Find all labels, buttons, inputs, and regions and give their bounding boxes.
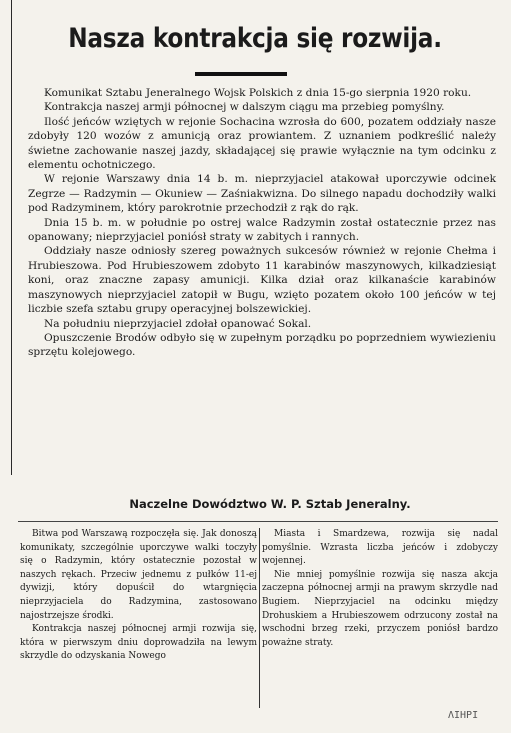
column-paragraph: Miasta i Smardzewa, rozwija się nadal pomyślnie. Wzrasta liczba jeńców i zdobyczy wojennej.: [262, 529, 498, 567]
column-divider: [259, 528, 260, 708]
report-paragraph: Dnia 15 b. m. w południe po ostrej walce Radzymin został ostatecznie przez nas opanowany; nieprzyjaciel poniósł straty w zabitych i rannych.: [28, 216, 496, 244]
section-divider: [18, 521, 498, 522]
headline-rule: [195, 72, 287, 76]
column-paragraph: Nie mniej pomyślnie rozwija się nasza akcja zaczepna północnej armji na prawym skrzydle nad Bugiem. Nieprzyjaciel na odcinku między Drohuskiem a Hrubieszowem odrzucony został na wschodni brzeg rzeki, przyczem poniósł bardzo poważne straty.: [262, 569, 498, 648]
report-paragraph: Opuszczenie Brodów odbyło się w zupełnym porządku po poprzedniem wywiezieniu sprzętu kolejowego.: [28, 331, 496, 359]
report-paragraph: Kontrakcja naszej armji północnej w dalszym ciągu ma przebieg pomyślny.: [44, 101, 445, 114]
signature: Naczelne Dowództwo W. P. Sztab Jeneralny.: [129, 497, 411, 511]
report-paragraph: Komunikat Sztabu Jeneralnego Wojsk Polskich z dnia 15-go sierpnia 1920 roku.: [44, 87, 472, 99]
report-body: [28, 86, 496, 360]
headline: Nasza kontrakcja się rozwija.: [68, 23, 442, 54]
corner-mark: ΛΙΗΡΙ: [448, 710, 479, 721]
report-paragraph: Na południu nieprzyjaciel zdołał opanować Sokal.: [44, 317, 312, 330]
report-paragraph: Ilość jeńców wziętych w rejonie Sochacina wzrosła do 600, pozatem oddziały nasze zdobyły 120 wozów z amunicją oraz prowiantem. Z uznaniem podkreślić należy świetne zachowanie naszej jazdy, składającej się prawie wyłącznie na tym odcinku z elementu ochotniczego.: [28, 115, 496, 172]
column-paragraph: Bitwa pod Warszawą rozpoczęła się. Jak donoszą komunikaty, szczególnie uporczywe walki toczyły się o Radzymin, który ostatecznie pozostał w naszych rękach. Przeciw jednemu z pułków 11-ej dywizji, który dopuścił do wtargnięcia nieprzyjaciela do Radzymina, zastosowano najostrzejsze środki.: [20, 529, 257, 621]
report-paragraph: W rejonie Warszawy dnia 14 b. m. nieprzyjaciel atakował uporczywie odcinek Zegrze — Radzymin — Okuniew — Zaśniakwizna. Do silnego napadu dochodziły walki pod Radzyminem, który parokrotnie przechodził z rąk do rąk.: [28, 173, 496, 215]
left-margin-rule: [11, 0, 12, 475]
left-column: [20, 528, 257, 664]
report-paragraph: Oddziały nasze odniosły szereg poważnych sukcesów również w rejonie Chełma i Hrubieszowa. Pod Hrubieszowem zdobyto 11 karabinów maszynowych, kilkadziesiąt koni, oraz znaczne zapasy amunicji. Kilka dział oraz kilkanaście karabinów maszynowych nieprzyjaciel zatopił w Bugu, wzięto pozatem około 100 jeńców w tej liczbie szefa sztabu grupy operacyjnej bolszewickiej.: [28, 245, 496, 316]
column-paragraph: Kontrakcja naszej północnej armji rozwija się, która w pierwszym dniu doprowadziła na lewym skrzydle do odzyskania Nowego: [20, 624, 257, 662]
right-column: [262, 528, 498, 650]
